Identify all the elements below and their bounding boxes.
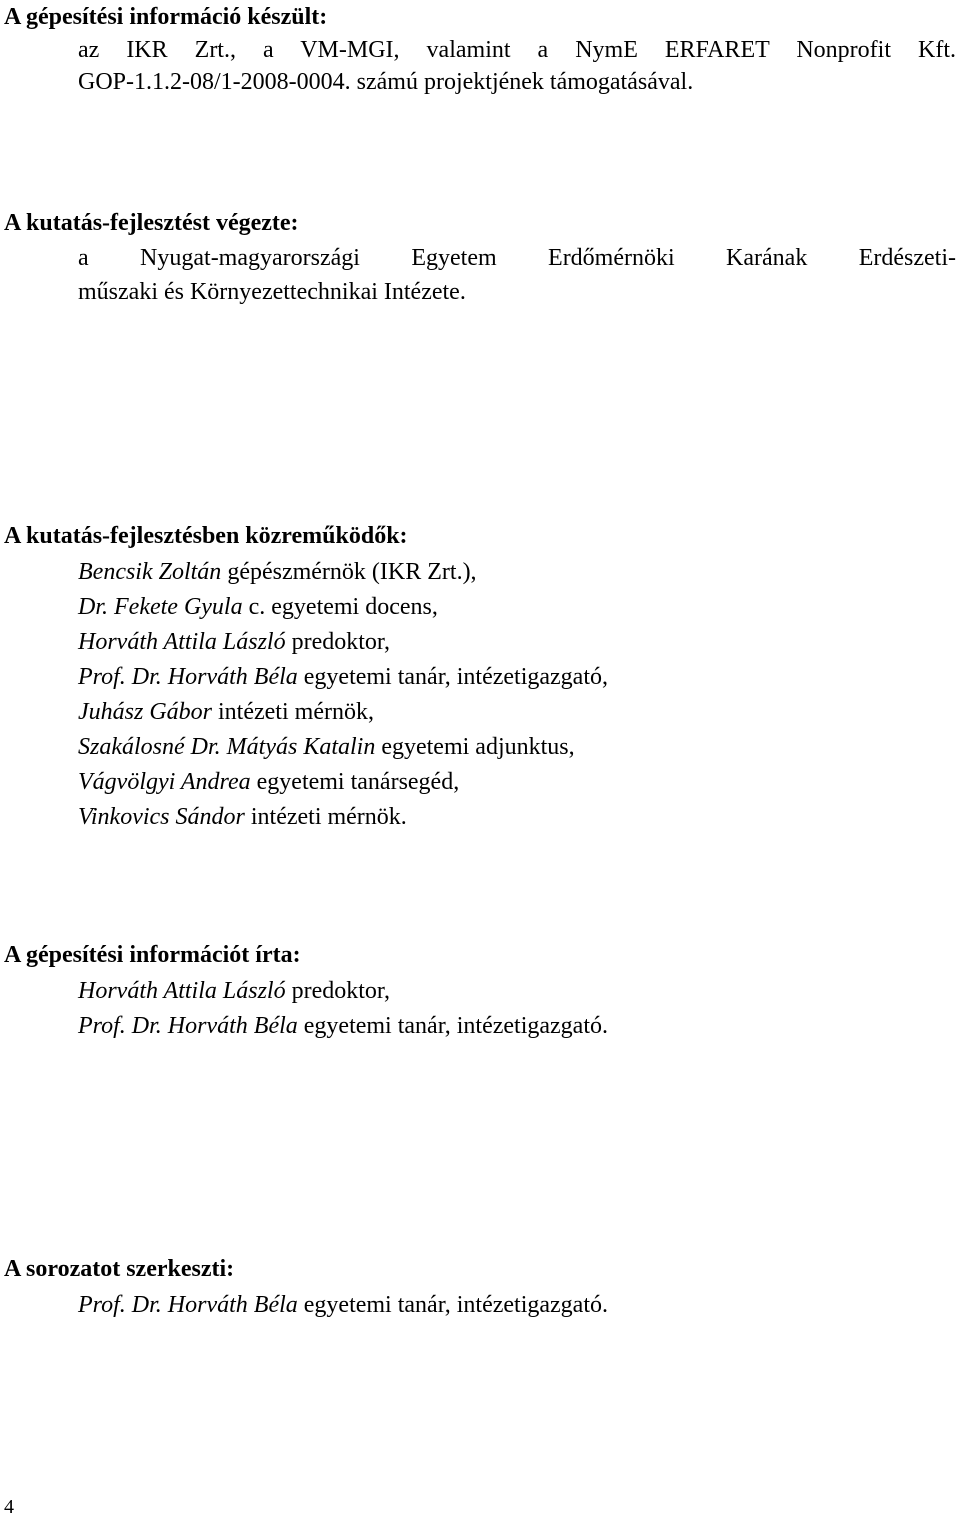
section-heading-research-by: A kutatás-fejlesztést végezte: bbox=[4, 210, 299, 236]
section-heading-written-by: A gépesítési információt írta: bbox=[4, 942, 301, 968]
contributor-entry bbox=[78, 627, 390, 657]
author-entry bbox=[78, 1011, 608, 1041]
contributor-role: intézeti mérnök, bbox=[212, 699, 374, 725]
contributor-name: Vinkovics Sándor bbox=[78, 804, 245, 830]
funding-line-1: az IKR Zrt., a VM-MGI, valamint a NymE ERFARET Nonprofit Kft. bbox=[78, 37, 956, 63]
research-institution-line-1: a Nyugat-magyarországi Egyetem Erdőmérnöki Karának Erdészeti- bbox=[78, 245, 956, 271]
author-entry bbox=[78, 976, 390, 1006]
contributor-entry bbox=[78, 557, 477, 587]
editor-entry bbox=[78, 1290, 608, 1320]
contributor-role: egyetemi adjunktus, bbox=[375, 734, 575, 760]
author-name: Prof. Dr. Horváth Béla bbox=[78, 1013, 298, 1039]
editor-role: egyetemi tanár, intézetigazgató. bbox=[297, 1292, 608, 1318]
contributor-name: Vágvölgyi Andrea bbox=[78, 769, 251, 795]
editor-name: Prof. Dr. Horváth Béla bbox=[78, 1292, 298, 1318]
contributor-role: gépészmérnök (IKR Zrt.), bbox=[221, 559, 477, 585]
research-institution-line-2: műszaki és Környezettechnikai Intézete. bbox=[78, 279, 466, 305]
contributor-role: c. egyetemi docens, bbox=[242, 594, 438, 620]
contributor-entry bbox=[78, 662, 608, 692]
contributor-entry bbox=[78, 802, 407, 832]
section-heading-mechanization-info: A gépesítési információ készült: bbox=[4, 4, 328, 30]
contributor-name: Juhász Gábor bbox=[78, 699, 213, 725]
contributor-entry bbox=[78, 592, 438, 622]
contributor-name: Bencsik Zoltán bbox=[78, 559, 222, 585]
contributor-entry bbox=[78, 767, 459, 797]
contributor-role: egyetemi tanár, intézetigazgató, bbox=[297, 664, 608, 690]
author-name: Horváth Attila László bbox=[78, 978, 286, 1004]
contributor-role: predoktor, bbox=[285, 629, 390, 655]
section-heading-series-editor: A sorozatot szerkeszti: bbox=[4, 1256, 235, 1282]
contributor-role: intézeti mérnök. bbox=[244, 804, 407, 830]
contributor-name: Horváth Attila László bbox=[78, 629, 286, 655]
contributor-name: Prof. Dr. Horváth Béla bbox=[78, 664, 298, 690]
section-heading-contributors: A kutatás-fejlesztésben közreműködők: bbox=[4, 523, 408, 549]
author-role: egyetemi tanár, intézetigazgató. bbox=[297, 1013, 608, 1039]
contributor-role: egyetemi tanársegéd, bbox=[250, 769, 460, 795]
contributor-name: Szakálosné Dr. Mátyás Katalin bbox=[78, 734, 376, 760]
contributor-name: Dr. Fekete Gyula bbox=[78, 594, 243, 620]
page-number: 4 bbox=[4, 1496, 14, 1518]
funding-line-2: GOP-1.1.2-08/1-2008-0004. számú projektjének támogatásával. bbox=[78, 69, 694, 95]
author-role: predoktor, bbox=[285, 978, 390, 1004]
contributor-entry bbox=[78, 697, 374, 727]
contributor-entry bbox=[78, 732, 575, 762]
